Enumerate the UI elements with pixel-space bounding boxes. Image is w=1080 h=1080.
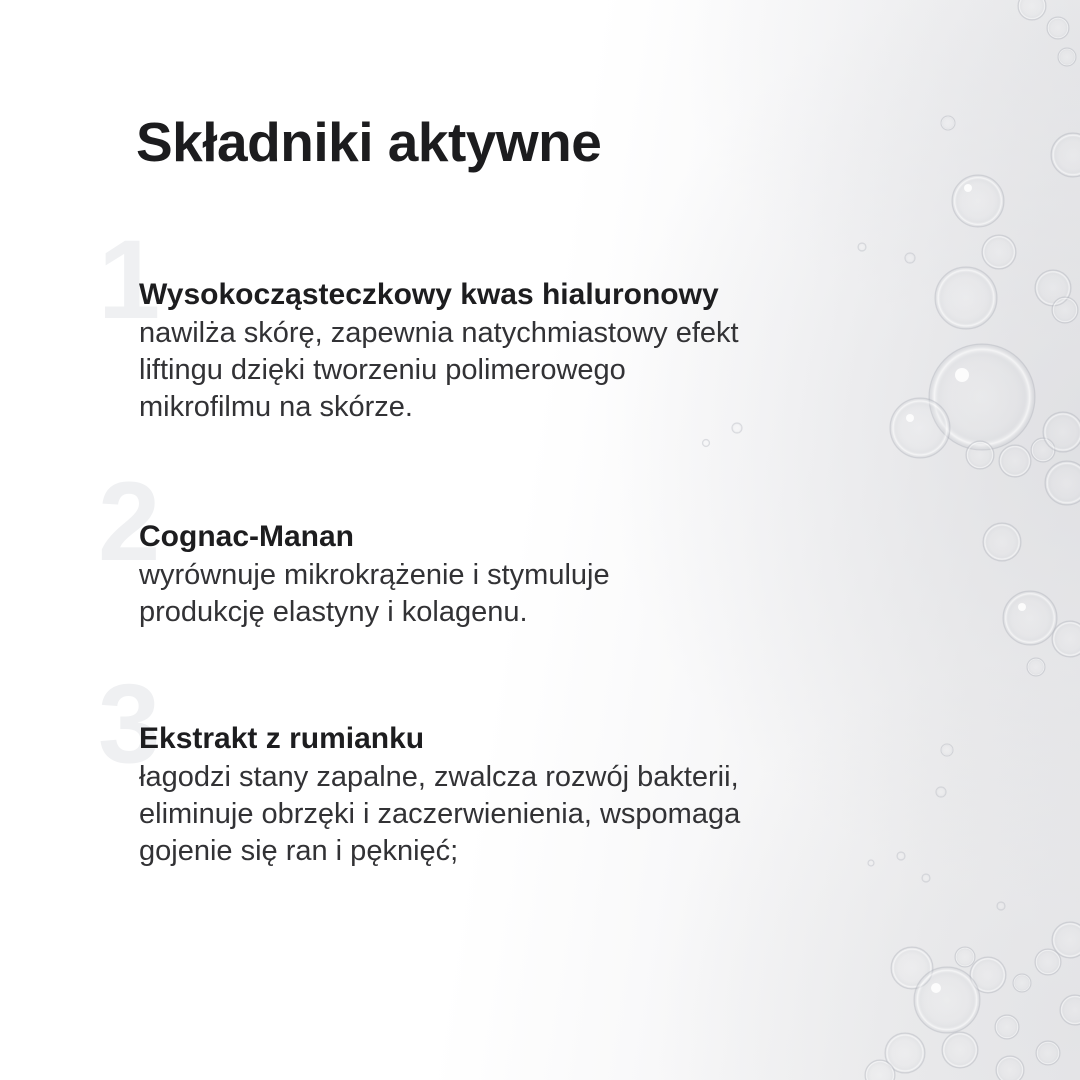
description-line: eliminuje obrzęki i zaczerwienienia, wspomaga — [139, 798, 741, 830]
ingredient-description-1 — [139, 315, 859, 426]
description-line: mikrofilmu na skórze. — [139, 391, 413, 423]
section-number-2: 2 — [98, 459, 161, 584]
section-number-3: 3 — [98, 661, 161, 786]
ingredient-heading-3: Ekstrakt z rumianku — [139, 722, 425, 755]
description-line: liftingu dzięki tworzeniu polimerowego — [139, 354, 626, 386]
ingredient-description-3 — [139, 759, 859, 870]
description-line: wyrównuje mikrokrążenie i stymuluje — [139, 559, 610, 591]
ingredient-section-3 — [98, 661, 859, 870]
ingredient-heading-1: Wysokocząsteczkowy kwas hialuronowy — [139, 278, 719, 311]
ingredient-section-2 — [98, 459, 859, 631]
ingredient-section-1 — [98, 217, 859, 426]
page-title: Składniki aktywne — [136, 111, 602, 173]
description-line: nawilża skórę, zapewnia natychmiastowy efekt — [139, 317, 739, 349]
description-line: produkcję elastyny i kolagenu. — [139, 596, 528, 628]
ingredient-heading-2: Cognac-Manan — [139, 520, 355, 553]
description-line: gojenie się ran i pęknięć; — [139, 835, 459, 867]
ingredient-description-2 — [139, 557, 859, 631]
description-line: łagodzi stany zapalne, zwalcza rozwój bakterii, — [139, 761, 739, 793]
section-number-1: 1 — [98, 217, 161, 342]
